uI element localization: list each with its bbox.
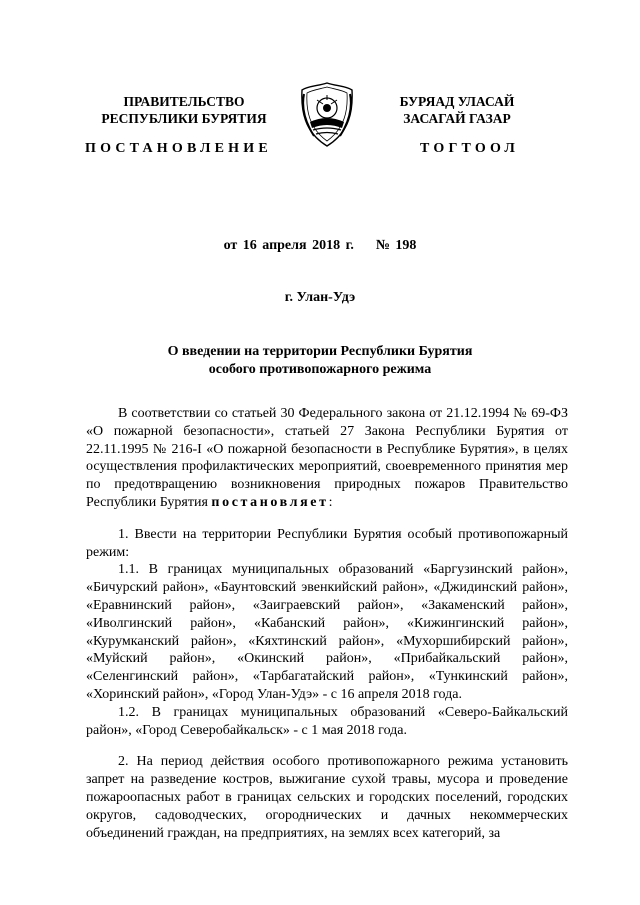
date-number: от 16 апреля 2018 г. № 198 (223, 238, 417, 253)
intro-text: В соответствии со статьей 30 Федерального закона от 21.12.1994 № 69-ФЗ «О пожарной безопасности», статьей 27 Закона Республики Бурятия от 22.11.1995 № 216-I «О пожарной безопасности в Республике Бурятия», в целях осуществления профилактических мероприятий, своевременного принятия мер по предотвращению возникновения природных пожаров Правительство Республики Бурятия (86, 406, 568, 510)
header-left-line2: РЕСПУБЛИКИ БУРЯТИЯ (101, 111, 267, 126)
paragraph-2: 2. На период действия особого противопожарного режима установить запрет на разведение костров, выжигание сухой травы, мусора и проведение пожароопасных работ в границах сельских и городских поселений, городских округов, садоводческих, огороднических и дачных некоммерческих объединений граждан, на предприятиях, на землях всех категорий, за (86, 754, 568, 841)
title-line1: О введении на территории Республики Бурятия (167, 344, 473, 359)
document-title (0, 343, 640, 379)
header-right (362, 93, 552, 127)
header-right-line1: БУРЯАД УЛАСАЙ (399, 94, 515, 109)
intro-keyword: постановляет (211, 494, 329, 510)
intro-paragraph (86, 405, 568, 512)
title-line2: особого противопожарного режима (208, 362, 432, 377)
header-left (84, 93, 284, 127)
header-right-line2: ЗАСАГАЙ ГАЗАР (403, 111, 511, 126)
coat-of-arms-icon (296, 80, 358, 150)
paragraph-1: 1. Ввести на территории Республики Бурятия особый противопожарный режим: (86, 526, 568, 560)
city: г. Улан-Удэ (284, 290, 356, 305)
header-left-line1: ПРАВИТЕЛЬСТВО (123, 94, 245, 109)
decree-label-ru: ПОСТАНОВЛЕНИЕ (85, 141, 272, 156)
intro-end: : (328, 494, 333, 510)
decree-label-bur: ТОГТООЛ (420, 141, 520, 156)
document-body (86, 405, 568, 842)
paragraph-1-1: 1.1. В границах муниципальных образований «Баргузинский район», «Бичурский район», «Баунтовский эвенкийский район», «Джидинский район», «Еравнинский район», «Заиграевский район», «Закаменский район», «Иволгинский район», «Кабанский район», «Кижингинский район», «Курумканский район», «Кяхтинский район», «Мухоршибирский район», «Муйский район», «Окинский район», «Прибайкальский район», «Селенгинский район», «Тарбагатайский район», «Тункинский район», «Хоринский район», «Город Улан-Удэ» - с 16 апреля 2018 года. (86, 562, 568, 702)
paragraph-1-2: 1.2. В границах муниципальных образований «Северо-Байкальский район», «Город Северобайкальск» - с 1 мая 2018 года. (86, 704, 568, 738)
